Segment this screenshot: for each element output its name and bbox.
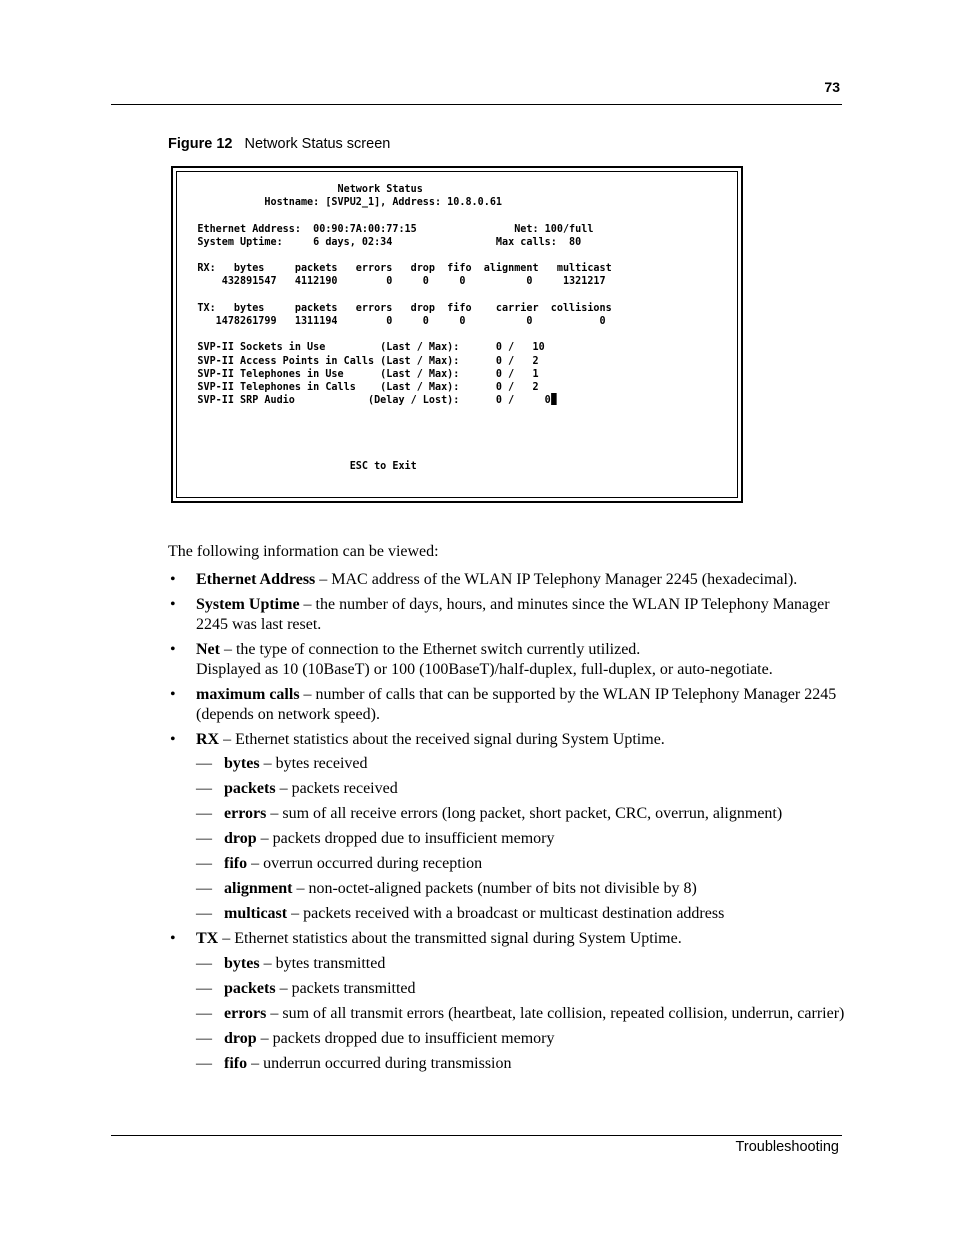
sub-list-item: [168, 804, 848, 825]
item-text-line-2: Displayed as 10 (10BaseT) or 100 (100BaseT)/half-duplex, full-duplex, or auto-negotiate.: [196, 661, 773, 678]
sub-term: alignment: [224, 880, 293, 897]
footer-section: Troubleshooting: [735, 1139, 839, 1155]
hostname-pad: [173, 195, 264, 208]
sub-list-item: [168, 1004, 848, 1025]
sub-text: – overrun occurred during reception: [247, 855, 483, 872]
screen-title: Network Status: [337, 182, 423, 195]
dash-mark: —: [196, 954, 212, 972]
dash-mark: —: [196, 830, 212, 847]
list-item: [168, 730, 848, 751]
sub-term: bytes: [224, 954, 260, 972]
dash-mark: —: [196, 905, 212, 922]
item-text: – Ethernet statistics about the received signal during System Uptime.: [219, 730, 665, 748]
sub-list-item: [168, 779, 848, 800]
sub-text: – bytes received: [259, 755, 368, 772]
rx-values-line: 432891547 4112190 0 0 0 0 1321217: [197, 274, 606, 288]
sub-text: – packets dropped due to insufficient memory: [256, 1029, 555, 1047]
bullet-mark: •: [170, 730, 176, 748]
sub-text: – sum of all receive errors (long packet, short packet, CRC, overrun, alignment): [266, 805, 783, 822]
sub-text: – packets received: [275, 780, 398, 797]
esc-to-exit: ESC to Exit: [349, 459, 417, 473]
sub-list-item: [168, 829, 848, 850]
dash-mark: —: [196, 979, 212, 997]
figure-title: Network Status screen: [244, 136, 391, 152]
sub-term: drop: [224, 830, 257, 847]
bullet-mark: •: [170, 595, 176, 613]
sub-text: – underrun occurred during transmission: [247, 1054, 512, 1072]
intro-text: The following information can be viewed:: [168, 543, 439, 560]
left-pad: [173, 354, 197, 367]
list-item: [168, 640, 848, 681]
access-points-line: SVP-II Access Points in Calls (Last / Max): 0 / 2: [197, 353, 539, 367]
dash-mark: —: [196, 1004, 212, 1022]
sub-term: fifo: [224, 1054, 248, 1072]
sub-list-item: [168, 904, 848, 925]
dash-mark: —: [196, 1029, 212, 1047]
left-pad: [173, 222, 197, 235]
header-rule: [111, 104, 842, 105]
dash-mark: —: [196, 780, 212, 797]
dash-mark: —: [196, 1054, 212, 1072]
item-text: – the type of connection to the Ethernet switch currently utilized.: [219, 640, 641, 658]
item-text: – number of calls that can be supported by the WLAN IP Telephony Manager 2245 (depends on network speed).: [196, 685, 837, 723]
bullet-mark: •: [170, 930, 176, 947]
list-item: [168, 685, 848, 726]
list-item: [168, 595, 848, 636]
left-pad: [173, 367, 197, 380]
terminal-text: [173, 182, 612, 472]
sub-term: packets: [224, 979, 276, 997]
sub-list-item: [168, 1054, 848, 1075]
tx-values-line: 1478261799 1311194 0 0 0 0 0: [197, 314, 606, 328]
left-pad: [173, 340, 197, 353]
sub-text: – sum of all transmit errors (heartbeat, late collision, repeated collision, underrun, carrier): [266, 1004, 845, 1022]
figure-caption: [168, 136, 390, 152]
sub-term: errors: [224, 805, 267, 822]
page-number: 73: [824, 79, 840, 95]
bullet-mark: •: [170, 685, 176, 703]
bullet-mark: •: [170, 640, 176, 658]
left-pad: [173, 301, 197, 314]
terminal-cursor: [551, 393, 557, 405]
dash-mark: —: [196, 755, 212, 772]
left-pad: [173, 274, 197, 287]
sub-list-item: [168, 754, 848, 775]
dash-mark: —: [196, 880, 212, 897]
system-uptime-line: System Uptime: 6 days, 02:34 Max calls: 80: [197, 234, 582, 248]
hostname-line: Hostname: [SVPU2_1], Address: 10.8.0.61: [264, 195, 503, 209]
sub-term: multicast: [224, 905, 288, 922]
sub-text: – packets transmitted: [275, 979, 416, 997]
sub-term: bytes: [224, 755, 260, 772]
exit-pad: [173, 459, 350, 472]
sub-text: – non-octet-aligned packets (number of bits not divisible by 8): [292, 880, 697, 897]
item-term: maximum calls: [196, 685, 300, 703]
item-term: Ethernet Address: [196, 571, 316, 588]
item-text: – Ethernet statistics about the transmitted signal during System Uptime.: [218, 930, 682, 947]
network-status-screen: [171, 166, 743, 503]
item-term: System Uptime: [196, 595, 300, 613]
screen-title-pad: [173, 182, 338, 195]
sub-list-item: [168, 879, 848, 900]
sub-term: fifo: [224, 855, 248, 872]
tx-header-line: TX: bytes packets errors drop fifo carrier collisions: [197, 300, 612, 314]
bullet-mark: •: [170, 571, 176, 588]
left-pad: [173, 314, 197, 327]
dash-mark: —: [196, 855, 212, 872]
sub-list-item: [168, 979, 848, 1000]
sub-list-item: [168, 954, 848, 975]
dash-mark: —: [196, 805, 212, 822]
srp-audio-line: SVP-II SRP Audio (Delay / Lost): 0 / 0: [197, 393, 551, 407]
item-term: RX: [196, 730, 220, 748]
left-pad: [173, 261, 197, 274]
left-pad: [173, 235, 197, 248]
item-text: – MAC address of the WLAN IP Telephony Manager 2245 (hexadecimal).: [315, 571, 798, 588]
sub-text: – bytes transmitted: [259, 954, 386, 972]
telephones-in-use-line: SVP-II Telephones in Use (Last / Max): 0 / 1: [197, 366, 539, 380]
sub-term: drop: [224, 1029, 257, 1047]
item-term: Net: [196, 640, 220, 658]
telephones-in-calls-line: SVP-II Telephones in Calls (Last / Max): 0 / 2: [197, 380, 539, 394]
sub-text: – packets dropped due to insufficient memory: [256, 830, 555, 847]
ethernet-address-line: Ethernet Address: 00:90:7A:00:77:15 Net: 100/full: [197, 221, 594, 235]
sub-list-item: [168, 854, 848, 875]
sub-text: – packets received with a broadcast or multicast destination address: [287, 905, 725, 922]
sub-term: errors: [224, 1004, 267, 1022]
left-pad: [173, 393, 197, 406]
rx-header-line: RX: bytes packets errors drop fifo alignment multicast: [197, 261, 612, 275]
item-text: – the number of days, hours, and minutes since the WLAN IP Telephony Manager 2245 was last reset.: [196, 595, 830, 633]
sockets-line: SVP-II Sockets in Use (Last / Max): 0 / 10: [197, 340, 545, 354]
bullet-list: [168, 570, 848, 1079]
list-item: [168, 570, 848, 591]
footer-rule: [111, 1135, 842, 1136]
list-item: [168, 929, 848, 950]
figure-label: Figure 12: [168, 136, 233, 152]
sub-list-item: [168, 1029, 848, 1050]
sub-term: packets: [224, 780, 276, 797]
item-term: TX: [196, 930, 219, 947]
left-pad: [173, 380, 197, 393]
